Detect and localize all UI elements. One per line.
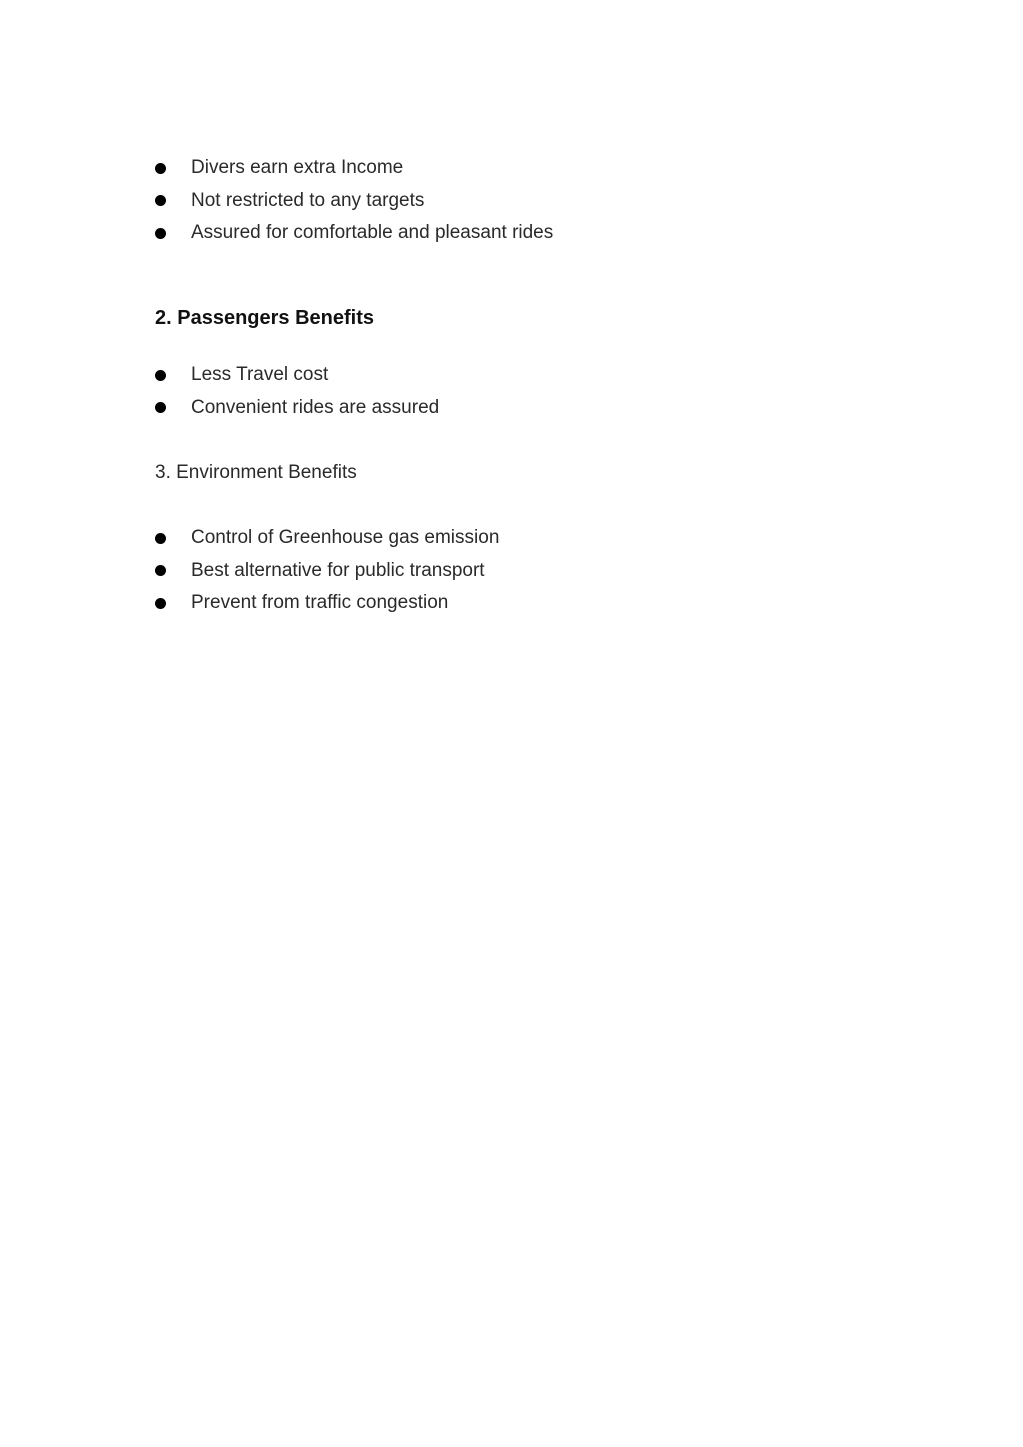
bullet-icon [155,533,166,544]
list-item [155,392,439,425]
list-item-text: Divers earn extra Income [191,157,404,178]
list-item [155,217,553,250]
passenger-benefits-heading: 2. Passengers Benefits [155,307,374,329]
list-item-text: Prevent from traffic congestion [191,592,449,614]
list-item [155,152,553,185]
list-item-text: Less Travel cost [191,364,329,385]
bullet-icon [155,195,166,206]
bullet-icon [155,163,166,174]
list-item [155,555,499,588]
passenger-benefits-list [155,359,439,424]
driver-benefits-list [155,152,553,250]
list-item-text: Best alternative for public transport [191,559,485,581]
list-item [155,587,499,620]
bullet-icon [155,228,166,239]
list-item [155,185,553,218]
environment-benefits-list [155,522,499,620]
bullet-icon [155,598,166,609]
environment-benefits-heading: 3. Environment Benefits [155,462,357,483]
bullet-icon [155,565,166,576]
list-item-text: Not restricted to any targets [191,189,425,211]
bullet-icon [155,402,166,413]
list-item [155,359,439,392]
list-item-text: Convenient rides are assured [191,396,440,418]
list-item-text: Assured for comfortable and pleasant rides [191,222,554,244]
list-item [155,522,499,555]
list-item-text: Control of Greenhouse gas emission [191,527,500,548]
bullet-icon [155,370,166,381]
